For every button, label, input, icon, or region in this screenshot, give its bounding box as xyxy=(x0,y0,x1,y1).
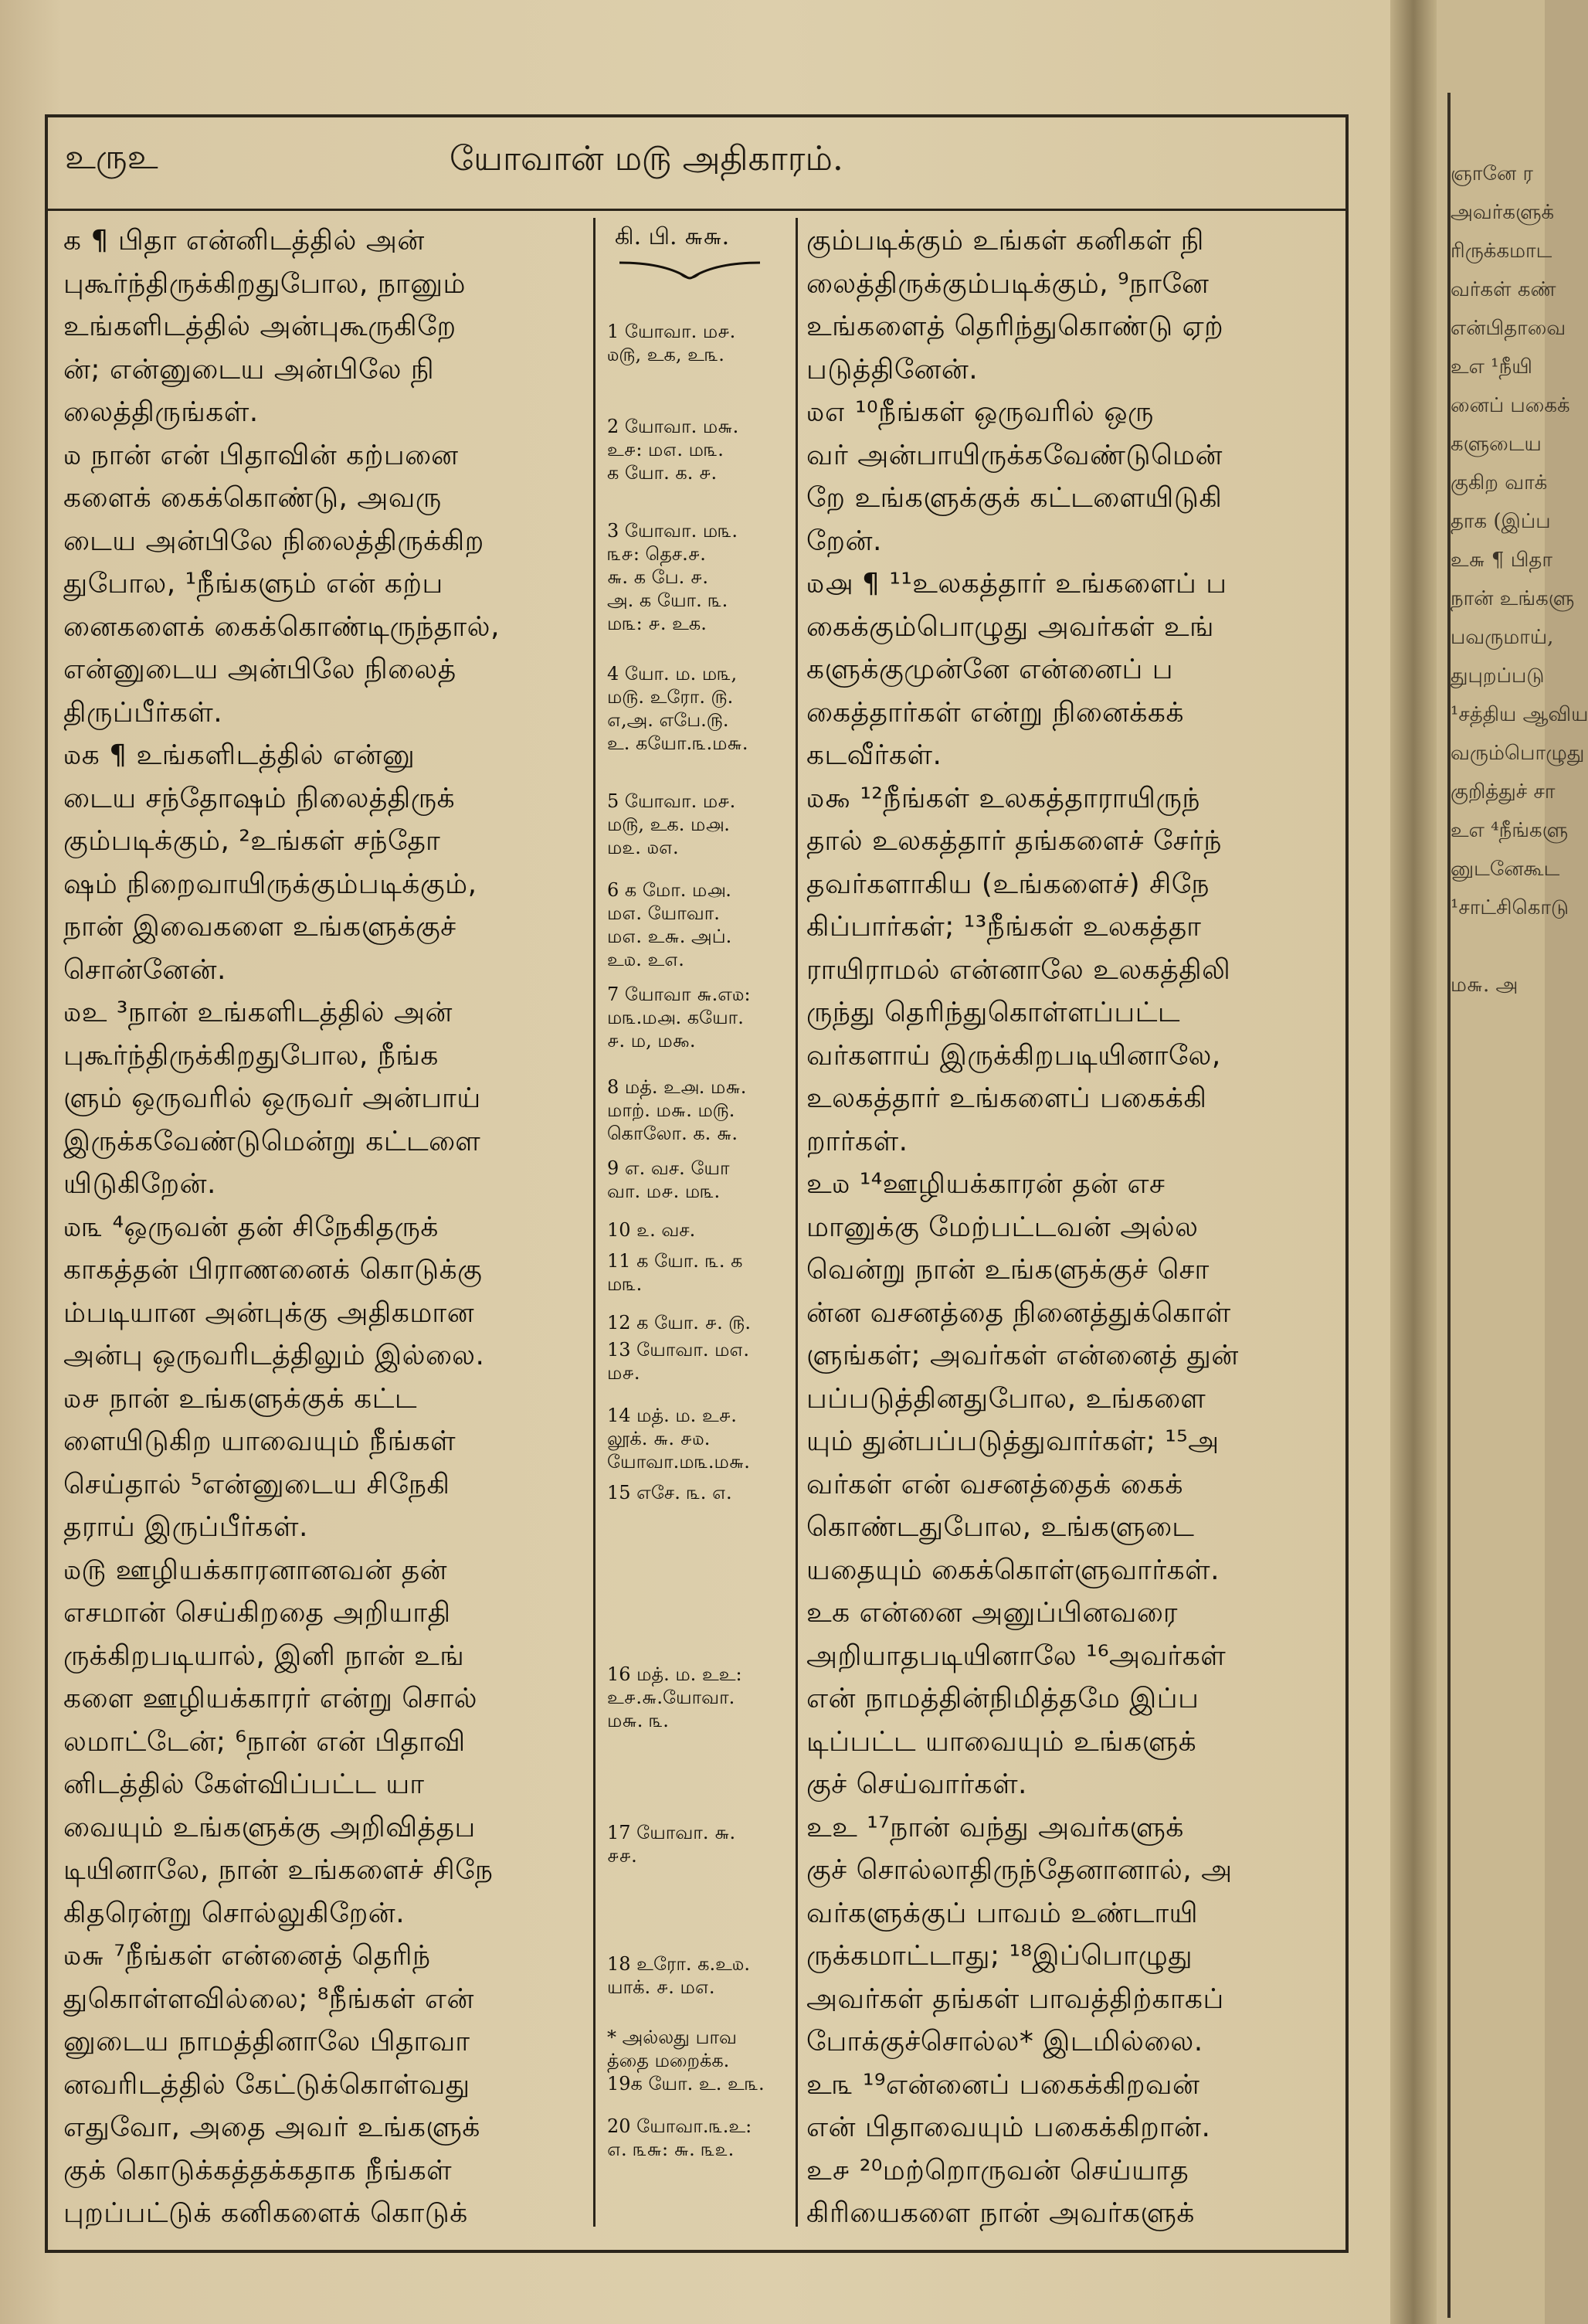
verse-line: கைத்தார்கள் என்று நினைக்கக் xyxy=(806,696,1184,729)
facing-page-line: குறித்துச் சா xyxy=(1451,780,1556,804)
verse-line: காகத்தன் பிராணனைக் கொடுக்கு xyxy=(63,1254,483,1286)
page-frame xyxy=(45,114,1349,2253)
verse-line: ளுங்கள்; அவர்கள் என்னைத் துன் xyxy=(806,1340,1239,1371)
verse-line: அறியாதபடியினாலே ¹⁶அவர்கள் xyxy=(806,1639,1227,1672)
margin-reference-line: ம௩. xyxy=(607,1273,643,1295)
book-gutter xyxy=(1390,0,1437,2324)
verse-line: டியினாலே, நான் உங்களைச் சிநே xyxy=(63,1854,494,1886)
verse-line: உலகத்தார் உங்களைப் பகைக்கி xyxy=(806,1082,1207,1114)
margin-date-header: கி. பி. ௬௬. xyxy=(615,223,730,250)
verse-line: ருந்து தெரிந்துகொள்ளப்பட்ட xyxy=(806,997,1181,1028)
margin-reference-line: 17 யோவா. ௬. xyxy=(607,1822,736,1843)
verse-line: என் நாமத்தின்நிமித்தமே இப்ப xyxy=(806,1683,1199,1714)
verse-line: புகூர்ந்திருக்கிறதுபோல, நீங்க xyxy=(63,1039,439,1072)
verse-line: இருக்கவேண்டுமென்று கட்டளை xyxy=(63,1125,481,1157)
verse-line: துபோல, ¹நீங்களும் என் கற்ப xyxy=(63,568,443,600)
facing-page-line: னைப் பகைக் xyxy=(1451,394,1570,417)
left-text-column xyxy=(63,219,604,2235)
verse-line: தால் உலகத்தார் தங்களைச் சேர்ந் xyxy=(806,825,1222,857)
margin-reference xyxy=(607,320,786,366)
verse-line: செய்தால் ⁵என்னுடைய சிநேகி xyxy=(63,1468,450,1500)
verse-line: லைத்திருக்கும்படிக்கும், ⁹நானே xyxy=(806,267,1210,300)
verse-line: கொண்டதுபோல, உங்களுடை xyxy=(806,1511,1195,1543)
facing-page-line: குகிற வாக் xyxy=(1451,471,1548,494)
verse-line: னவரிடத்தில் கேட்டுக்கொள்வது xyxy=(63,2068,470,2101)
verse-line: ௰ நான் என் பிதாவின் கற்பனை xyxy=(63,439,459,471)
verse-line: சொன்னேன். xyxy=(63,953,226,986)
facing-page-line xyxy=(1451,927,1551,966)
margin-reference-line: 12 க யோ. ௪. ௫. xyxy=(607,1312,752,1334)
margin-reference-line: உ௪: ம௭. ம௩. xyxy=(607,439,724,460)
verse-line: எதுவோ, அதை அவர் உங்களுக் xyxy=(63,2112,480,2143)
verse-line: வையும் உங்களுக்கு அறிவித்தப xyxy=(63,1811,476,1843)
margin-reference-line: ௬. க பே. ௪. xyxy=(607,566,708,588)
margin-reference-line: 20 யோவா.௩.உ: xyxy=(607,2115,752,2137)
margin-reference xyxy=(607,662,786,755)
verse-line: திருப்பீர்கள். xyxy=(63,696,223,729)
margin-reference-line: ம௬. ௩. xyxy=(607,1710,669,1731)
verse-line: மானுக்கு மேற்பட்டவன் அல்ல xyxy=(806,1211,1199,1243)
verse-line: குச் செய்வார்கள். xyxy=(806,1768,1028,1800)
verse-line: கும்படிக்கும் உங்கள் கனிகள் நி xyxy=(806,225,1204,257)
verse-line: உங்களிடத்தில் அன்புகூருகிறே xyxy=(63,311,456,342)
margin-reference-line: ம௫, உக. ம௮. xyxy=(607,814,730,835)
facing-page-line: ¹சாட்சிகொடு xyxy=(1451,896,1569,919)
margin-reference-line: யாக். ௪. ம௭. xyxy=(607,1976,715,1998)
margin-reference-line: உ. கயோ.௩.ம௬. xyxy=(607,732,748,754)
verse-line: அவர்கள் தங்கள் பாவத்திற்காகப் xyxy=(806,1983,1224,2015)
verse-line: உக என்னை அனுப்பினவரை xyxy=(806,1597,1178,1629)
page-number: உருஉ xyxy=(65,138,158,177)
right-text-column xyxy=(806,219,1339,2235)
margin-reference-line: 10 ௨. வச. xyxy=(607,1219,696,1241)
margin-reference xyxy=(607,1663,786,1732)
margin-reference xyxy=(607,1157,786,1203)
verse-line: உ௩ ¹⁹என்னைப் பகைக்கிறவன் xyxy=(806,2068,1200,2101)
verse-line: புகூர்ந்திருக்கிறதுபோல, நானும் xyxy=(63,267,466,300)
margin-reference-line: 11 க யோ. ௩. க xyxy=(607,1250,743,1272)
margin-reference-line: மாற். ம௬. ம௫. xyxy=(607,1099,735,1121)
margin-reference xyxy=(607,1311,786,1334)
verse-line: படுத்தினேன். xyxy=(806,353,979,386)
verse-line: ௰உ ³நான் உங்களிடத்தில் அன் xyxy=(63,997,453,1028)
verse-line: ௰க ¶ உங்களிடத்தில் என்னு xyxy=(63,739,416,771)
margin-reference-line: 19க யோ. உ. உ௩. xyxy=(607,2073,765,2095)
margin-reference-line: 14 மத். ம. உ௪. xyxy=(607,1405,737,1426)
verse-line: என்னுடைய அன்பிலே நிலைத் xyxy=(63,654,456,685)
verse-line: க ¶ பிதா என்னிடத்தில் அன் xyxy=(63,225,425,257)
verse-line: ன்ன வசனத்தை நினைத்துக்கொள் xyxy=(806,1296,1231,1329)
verse-line: ராயிராமல் என்னாலே உலகத்திலி xyxy=(806,953,1231,986)
margin-reference xyxy=(607,1075,786,1145)
margin-reference-line: ௰௫, உக, உ௩. xyxy=(607,344,724,365)
verse-line: ருக்கமாட்டாது; ¹⁸இப்பொழுது xyxy=(806,1940,1193,1972)
margin-reference-line: 6 க மோ. ம௮. xyxy=(607,879,731,901)
verse-line: அன்பு ஒருவரிடத்திலும் இல்லை. xyxy=(63,1340,485,1371)
facing-page-line: தாக (இப்ப xyxy=(1451,510,1551,533)
verse-line: உ௰ ¹⁴ஊழியக்காரன் தன் எச xyxy=(806,1168,1166,1200)
facing-page-line: பவருமாய், xyxy=(1451,626,1554,649)
facing-page-line: உஎ ⁴நீங்களு xyxy=(1451,819,1569,842)
margin-reference xyxy=(607,878,786,971)
verse-line: ருக்கிறபடியால், இனி நான் உங் xyxy=(63,1639,465,1672)
margin-reference-line: * அல்லது பாவ xyxy=(607,2027,737,2048)
facing-page-line: உ௬ ¶ பிதா xyxy=(1451,549,1552,572)
margin-reference-line: 2 யோவா. ம௬. xyxy=(607,416,739,437)
facing-page-line: அவர்களுக் xyxy=(1451,201,1555,224)
margin-reference xyxy=(607,1952,786,1999)
verse-line: லமாட்டேன்; ⁶நான் என் பிதாவி xyxy=(63,1725,466,1758)
facing-page-line: ம௬. அ xyxy=(1451,973,1518,997)
verse-line: உஉ ¹⁷நான் வந்து அவர்களுக் xyxy=(806,1811,1184,1843)
verse-line: நான் இவைகளை உங்களுக்குச் xyxy=(63,911,456,943)
verse-line: ௰௬ ⁷நீங்கள் என்னைத் தெரிந் xyxy=(63,1940,431,1972)
verse-line: உங்களைத் தெரிந்துகொண்டு ஏற் xyxy=(806,311,1224,342)
margin-reference-line: 16 மத். ம. உஉ: xyxy=(607,1663,742,1685)
verse-line: என் பிதாவையும் பகைக்கிறான். xyxy=(806,2112,1211,2143)
verse-line: ளையிடுகிற யாவையும் நீங்கள் xyxy=(63,1425,456,1457)
margin-reference-line: ம௭. உ௬. அப். xyxy=(607,926,732,947)
margin-reference-line: அ. க யோ. ௩. xyxy=(607,589,728,611)
verse-line: துகொள்ளவில்லை; ⁸நீங்கள் என் xyxy=(63,1983,474,2015)
verse-line: குச் சொல்லாதிருந்தேனானால், அ xyxy=(806,1854,1233,1886)
margin-reference xyxy=(607,1481,786,1504)
verse-line: களைக் கைக்கொண்டு, அவரு xyxy=(63,482,442,514)
margin-reference-line: ம௪. xyxy=(607,1362,640,1384)
margin-reference xyxy=(607,1404,786,1473)
verse-line: வர் அன்பாயிருக்கவேண்டுமென் xyxy=(806,439,1223,471)
margin-reference-line: யோவா.ம௩.ம௬. xyxy=(607,1451,750,1473)
verse-line: னுடைய நாமத்தினாலே பிதாவா xyxy=(63,2026,470,2057)
verse-line: குக் கொடுக்கத்தக்கதாக நீங்கள் xyxy=(63,2154,453,2186)
margin-reference-line: 7 யோவா ௬.எ௰: xyxy=(607,984,751,1005)
verse-line: கிப்பார்கள்; ¹³நீங்கள் உலகத்தா xyxy=(806,911,1202,943)
facing-page xyxy=(1437,0,1588,2324)
margin-reference-line: 18 உரோ. க.உ௰. xyxy=(607,1953,751,1975)
verse-line: ௰௯ ¹²நீங்கள் உலகத்தாராயிருந் xyxy=(806,782,1200,814)
margin-reference-line: ௭,அ. எபே.௫. xyxy=(607,709,729,731)
facing-page-line: துபுறப்படு xyxy=(1451,664,1545,688)
page-title: யோவான் ம௫ அதிகாரம். xyxy=(450,139,843,178)
verse-line: றே உங்களுக்குக் கட்டளையிடுகி xyxy=(806,482,1223,514)
margin-references xyxy=(601,219,791,2160)
facing-page-line: ஞானே ர xyxy=(1451,162,1533,185)
verse-line: கைக்கும்பொழுது அவர்கள் உங் xyxy=(806,610,1215,643)
verse-line: டைய சந்தோஷம் நிலைத்திருக் xyxy=(63,782,456,814)
margin-reference-line: த்தை மறைக்க. xyxy=(607,2050,730,2071)
margin-reference xyxy=(607,1249,786,1296)
margin-reference-line: ம௭. யோவா. xyxy=(607,902,720,924)
verse-line: ன்; என்னுடைய அன்பிலே நி xyxy=(63,353,435,386)
verse-line: ௰௩ ⁴ஒருவன் தன் சிநேகிதருக் xyxy=(63,1211,439,1243)
facing-page-line: நான் உங்களு xyxy=(1451,587,1575,610)
verse-line: னிடத்தில் கேள்விப்பட்ட யா xyxy=(63,1768,425,1800)
verse-line: ௰௮ ¶ ¹¹உலகத்தார் உங்களைப் ப xyxy=(806,568,1227,600)
verse-line: றேன். xyxy=(806,525,882,557)
margin-reference-line: ம௨. ௰௭. xyxy=(607,837,679,858)
margin-reference-line: லூக். ௬. ௪௰. xyxy=(607,1428,711,1449)
margin-reference-line: 1 யோவா. ம௪. xyxy=(607,321,736,342)
margin-reference xyxy=(607,2115,786,2161)
margin-reference-line: உ௰. உ௭. xyxy=(607,949,684,970)
margin-reference-line: ௭. ௩௬: ௬. ௩௨. xyxy=(607,2139,735,2160)
margin-reference xyxy=(607,790,786,859)
verse-line: டைய அன்பிலே நிலைத்திருக்கிற xyxy=(63,525,484,557)
verse-line: களை ஊழியக்காரர் என்று சொல் xyxy=(63,1683,478,1714)
margin-reference xyxy=(607,1338,786,1385)
margin-reference-line: 13 யோவா. ம௭. xyxy=(607,1339,750,1361)
verse-line: உ௪ ²⁰மற்றொருவன் செய்யாத xyxy=(806,2154,1189,2186)
verse-line: ம்படியான அன்புக்கு அதிகமான xyxy=(63,1296,475,1329)
facing-page-line: என்பிதாவை xyxy=(1451,317,1566,340)
margin-reference xyxy=(607,2026,786,2095)
verse-line: டிப்பட்ட யாவையும் உங்களுக் xyxy=(806,1725,1197,1758)
verse-line: ௰௫ ஊழியக்காரனானவன் தன் xyxy=(63,1554,448,1586)
facing-page-line: களுடைய xyxy=(1451,433,1542,456)
margin-reference xyxy=(607,983,786,1052)
running-header xyxy=(48,117,1345,211)
verse-line: னைகளைக் கைக்கொண்டிருந்தால், xyxy=(63,610,500,643)
verse-line: றார்கள். xyxy=(806,1125,908,1157)
margin-reference-line: உ௪.௬.யோவா. xyxy=(607,1687,735,1708)
verse-line: கிதரென்று சொல்லுகிறேன். xyxy=(63,1897,405,1929)
margin-reference-line: ௪. ம, ம௯. xyxy=(607,1030,696,1052)
margin-reference xyxy=(607,519,786,635)
verse-line: யதையும் கைக்கொள்ளுவார்கள். xyxy=(806,1554,1220,1586)
margin-reference-line: வா. ம௪. ம௩. xyxy=(607,1181,721,1202)
margin-reference-line: 8 மத். உ௮. ம௬. xyxy=(607,1076,747,1098)
margin-reference-line: ம௩: ௪. உக. xyxy=(607,613,707,634)
facing-page-line: உஎ ¹நீயி xyxy=(1451,355,1532,379)
margin-reference-line: ம௩.ம௮. கயோ. xyxy=(607,1007,744,1028)
verse-line: கடவீர்கள். xyxy=(806,739,942,771)
facing-page-line: வரும்பொழுது xyxy=(1451,742,1585,765)
verse-line: யிடுகிறேன். xyxy=(63,1168,216,1200)
verse-line: எசமான் செய்கிறதை அறியாதி xyxy=(63,1597,451,1629)
verse-line: போக்குச்சொல்ல* இடமில்லை. xyxy=(806,2026,1203,2057)
verse-line: கும்படிக்கும், ²உங்கள் சந்தோ xyxy=(63,825,441,857)
ornament-divider xyxy=(616,255,763,286)
margin-reference-line: 5 யோவா. ம௪. xyxy=(607,790,736,812)
margin-reference-line: ௩௪: தெச.௪. xyxy=(607,543,706,565)
margin-reference-line: 15 எசே. ௩. ௭. xyxy=(607,1482,732,1503)
margin-reference-line: க யோ. க. ௪. xyxy=(607,462,718,484)
verse-line: ௰௪ நான் உங்களுக்குக் கட்ட xyxy=(63,1382,418,1415)
facing-page-line: வர்கள் கண் xyxy=(1451,278,1556,301)
verse-line: ஷம் நிறைவாயிருக்கும்படிக்கும், xyxy=(63,868,477,900)
verse-line: கிரியைகளை நான் அவர்களுக் xyxy=(806,2197,1195,2229)
margin-reference-line: 9 எ. வச. யோ xyxy=(607,1157,730,1179)
verse-line: லைத்திருங்கள். xyxy=(63,396,259,428)
verse-line: பப்படுத்தினதுபோல, உங்களை xyxy=(806,1382,1206,1415)
margin-reference-line: கொலோ. க. ௬. xyxy=(607,1123,738,1144)
verse-line: களுக்குமுன்னே என்னைப் ப xyxy=(806,654,1174,685)
facing-page-text xyxy=(1451,155,1588,1004)
margin-reference-line: 3 யோவா. ம௩. xyxy=(607,520,738,542)
verse-line: தராய் இருப்பீர்கள். xyxy=(63,1511,308,1543)
margin-reference xyxy=(607,1821,786,1867)
margin-reference-line: ம௫. உரோ. ௫. xyxy=(607,686,734,708)
verse-line: வர்களாய் இருக்கிறபடியினாலே, xyxy=(806,1039,1221,1072)
verse-line: வென்று நான் உங்களுக்குச் சொ xyxy=(806,1254,1210,1286)
margin-reference-line: ௪௪. xyxy=(607,1845,637,1867)
verse-line: வர்கள் என் வசனத்தைக் கைக் xyxy=(806,1468,1184,1500)
margin-reference xyxy=(607,1218,786,1242)
facing-page-line: ¹சத்திய ஆவிய xyxy=(1451,703,1588,726)
verse-line: ௰௭ ¹⁰நீங்கள் ஒருவரில் ஒரு xyxy=(806,396,1154,428)
verse-line: தவர்களாகிய (உங்களைச்) சிநே xyxy=(806,868,1210,900)
verse-line: ளும் ஒருவரில் ஒருவர் அன்பாய் xyxy=(63,1082,481,1114)
verse-line: வர்களுக்குப் பாவம் உண்டாயி xyxy=(806,1897,1199,1929)
verse-line: யும் துன்பப்படுத்துவார்கள்; ¹⁵அ xyxy=(806,1425,1220,1457)
verse-line: புறப்பட்டுக் கனிகளைக் கொடுக் xyxy=(63,2197,468,2229)
facing-page-line: னுடனேகூட xyxy=(1451,858,1560,881)
facing-page-line: ரிருக்கமாட xyxy=(1451,240,1552,263)
margin-reference xyxy=(607,415,786,484)
margin-reference-line: 4 யோ. ம. ம௩, xyxy=(607,663,738,685)
column-rule-right xyxy=(796,218,798,2227)
